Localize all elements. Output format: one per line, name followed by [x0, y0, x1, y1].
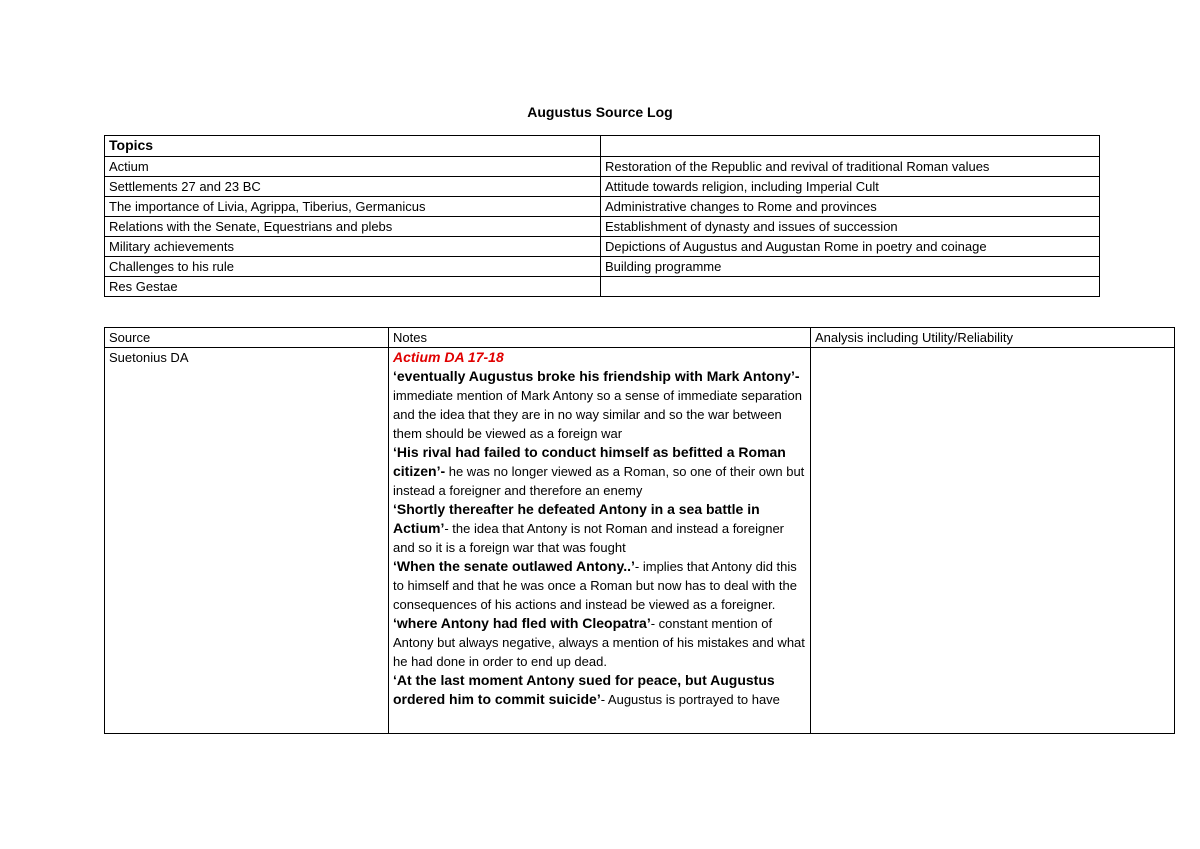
topics-header-row — [105, 136, 1100, 157]
topic-row — [105, 237, 1100, 257]
note-entry — [393, 500, 806, 557]
note-quote: ‘At the last moment Antony sued for peace, but Augustus ordered him to commit suicide’ — [393, 672, 775, 707]
topic-right: Administrative changes to Rome and provinces — [601, 197, 1100, 217]
topics-header: Topics — [105, 136, 601, 157]
note-entry — [393, 614, 806, 671]
topic-row — [105, 217, 1100, 237]
note-entry — [393, 557, 806, 614]
note-comment: - implies that Antony did this to himself and that he was once a Roman but now has to deal with the consequences of his actions and instead be viewed as a foreigner. — [393, 559, 797, 612]
note-entry — [393, 443, 806, 500]
note-comment: - constant mention of Antony but always negative, always a mention of his mistakes and what he had done in order to end up dead. — [393, 616, 805, 669]
note-comment: he was no longer viewed as a Roman, so one of their own but instead a foreigner and therefore an enemy — [393, 464, 805, 498]
topic-left: Relations with the Senate, Equestrians and plebs — [105, 217, 601, 237]
topics-header-empty — [601, 136, 1100, 157]
topic-row — [105, 177, 1100, 197]
note-quote: ‘His rival had failed to conduct himself as befitted a Roman citizen’- — [393, 444, 786, 479]
col-header-notes: Notes — [389, 328, 811, 348]
note-quote: ‘Shortly thereafter he defeated Antony in a sea battle in Actium’ — [393, 501, 760, 536]
page-title: Augustus Source Log — [527, 104, 673, 120]
topic-right: Attitude towards religion, including Imperial Cult — [601, 177, 1100, 197]
note-quote: ‘When the senate outlawed Antony..’ — [393, 558, 635, 574]
note-comment: - the idea that Antony is not Roman and instead a foreigner and so it is a foreign war that was fought — [393, 521, 785, 555]
topic-left: The importance of Livia, Agrippa, Tiberius, Germanicus — [105, 197, 601, 217]
sources-header-row — [105, 328, 1175, 348]
topic-row — [105, 257, 1100, 277]
notes-heading: Actium DA 17-18 — [393, 349, 504, 365]
note-quote: ‘eventually Augustus broke his friendship with Mark Antony’- — [393, 368, 800, 384]
analysis-cell — [811, 348, 1175, 734]
sources-table — [104, 327, 1175, 734]
note-comment: - Augustus is portrayed to have — [600, 692, 780, 707]
topics-table — [104, 135, 1100, 297]
topic-left: Challenges to his rule — [105, 257, 601, 277]
col-header-source: Source — [105, 328, 389, 348]
source-row — [105, 348, 1175, 734]
topic-right: Building programme — [601, 257, 1100, 277]
note-entry — [393, 367, 806, 443]
topic-row — [105, 197, 1100, 217]
topic-right: Establishment of dynasty and issues of succession — [601, 217, 1100, 237]
topic-right: Depictions of Augustus and Augustan Rome in poetry and coinage — [601, 237, 1100, 257]
topic-left: Actium — [105, 157, 601, 177]
note-quote: ‘where Antony had fled with Cleopatra’ — [393, 615, 651, 631]
source-cell: Suetonius DA — [105, 348, 389, 734]
topic-left: Settlements 27 and 23 BC — [105, 177, 601, 197]
topic-left: Military achievements — [105, 237, 601, 257]
col-header-analysis: Analysis including Utility/Reliability — [811, 328, 1175, 348]
topic-row — [105, 157, 1100, 177]
topic-left: Res Gestae — [105, 277, 601, 297]
note-entry — [393, 671, 806, 709]
topic-right: Restoration of the Republic and revival of traditional Roman values — [601, 157, 1100, 177]
topic-right — [601, 277, 1100, 297]
notes-body — [393, 367, 806, 709]
note-comment: immediate mention of Mark Antony so a sense of immediate separation and the idea that they are in no way similar and so the war between them should be viewed as a foreign war — [393, 388, 802, 441]
notes-cell — [389, 348, 811, 734]
topic-row — [105, 277, 1100, 297]
